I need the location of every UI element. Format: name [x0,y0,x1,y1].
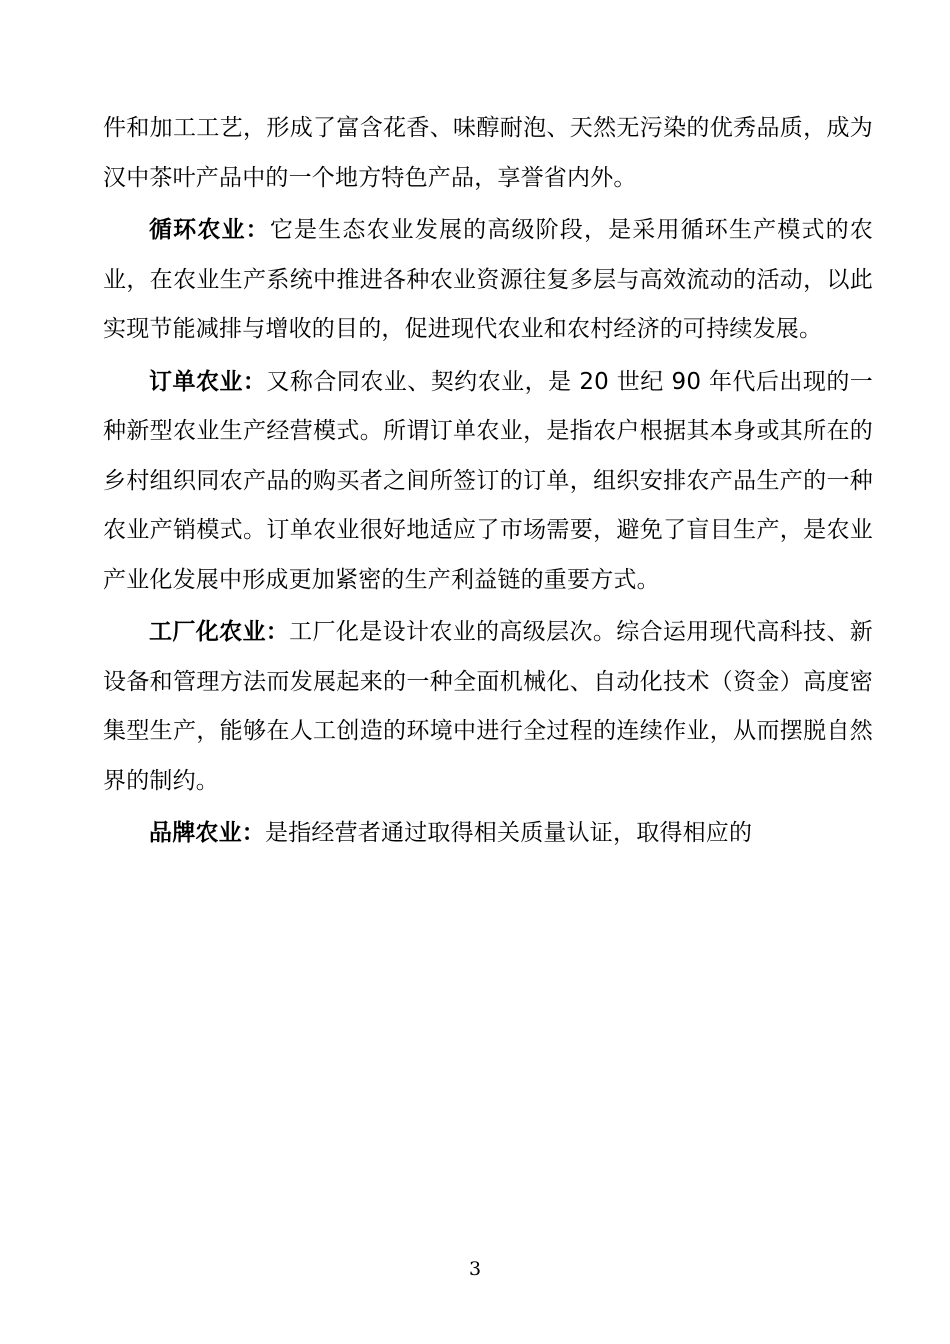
paragraph-text: 它是生态农业发展的高级阶段，是采用循环生产模式的农业，在农业生产系统中推进各种农业资源往复多层与高效流动的活动，以此实现节能减排与增收的目的，促进现代农业和农村经济的可持续发展。 [103,217,874,342]
term-circular-agriculture: 循环农业： [149,217,270,243]
page-number: 3 [468,1258,482,1280]
paragraph-text: 件和加工工艺，形成了富含花香、味醇耐泡、天然无污染的优秀品质，成为汉中茶叶产品中的一个地方特色产品，享誉省内外。 [103,115,873,191]
paragraph-brand-agriculture [103,809,873,859]
paragraph-text: 工厂化是设计农业的高级层次。综合运用现代高科技、新设备和管理方法而发展起来的一种全面机械化、自动化技术（资金）高度密集型生产，能够在人工创造的环境中进行全过程的连续作业，从而摆脱自然界的制约。 [103,619,874,794]
paragraph-text: 又称合同农业、契约农业，是 20 世纪 90 年代后出现的一种新型农业生产经营模式。所谓订单农业，是指农户根据其本身或其所在的乡村组织同农产品的购买者之间所签订的订单，组织安排农产品生产的一种农业产销模式。订单农业很好地适应了市场需要，避免了盲目生产，是农业产业化发展中形成更加紧密的生产利益链的重要方式。 [103,368,874,593]
paragraph-text: 是指经营者通过取得相关质量认证，取得相应的 [265,820,753,846]
paragraph-continuation [103,104,873,203]
term-order-agriculture: 订单农业： [149,368,267,395]
paragraph-order-agriculture [103,358,873,606]
document-body [103,104,873,859]
term-factory-agriculture: 工厂化农业： [149,619,290,645]
paragraph-factory-agriculture [103,608,873,806]
term-brand-agriculture: 品牌农业： [149,820,265,846]
paragraph-circular-agriculture [103,206,873,355]
